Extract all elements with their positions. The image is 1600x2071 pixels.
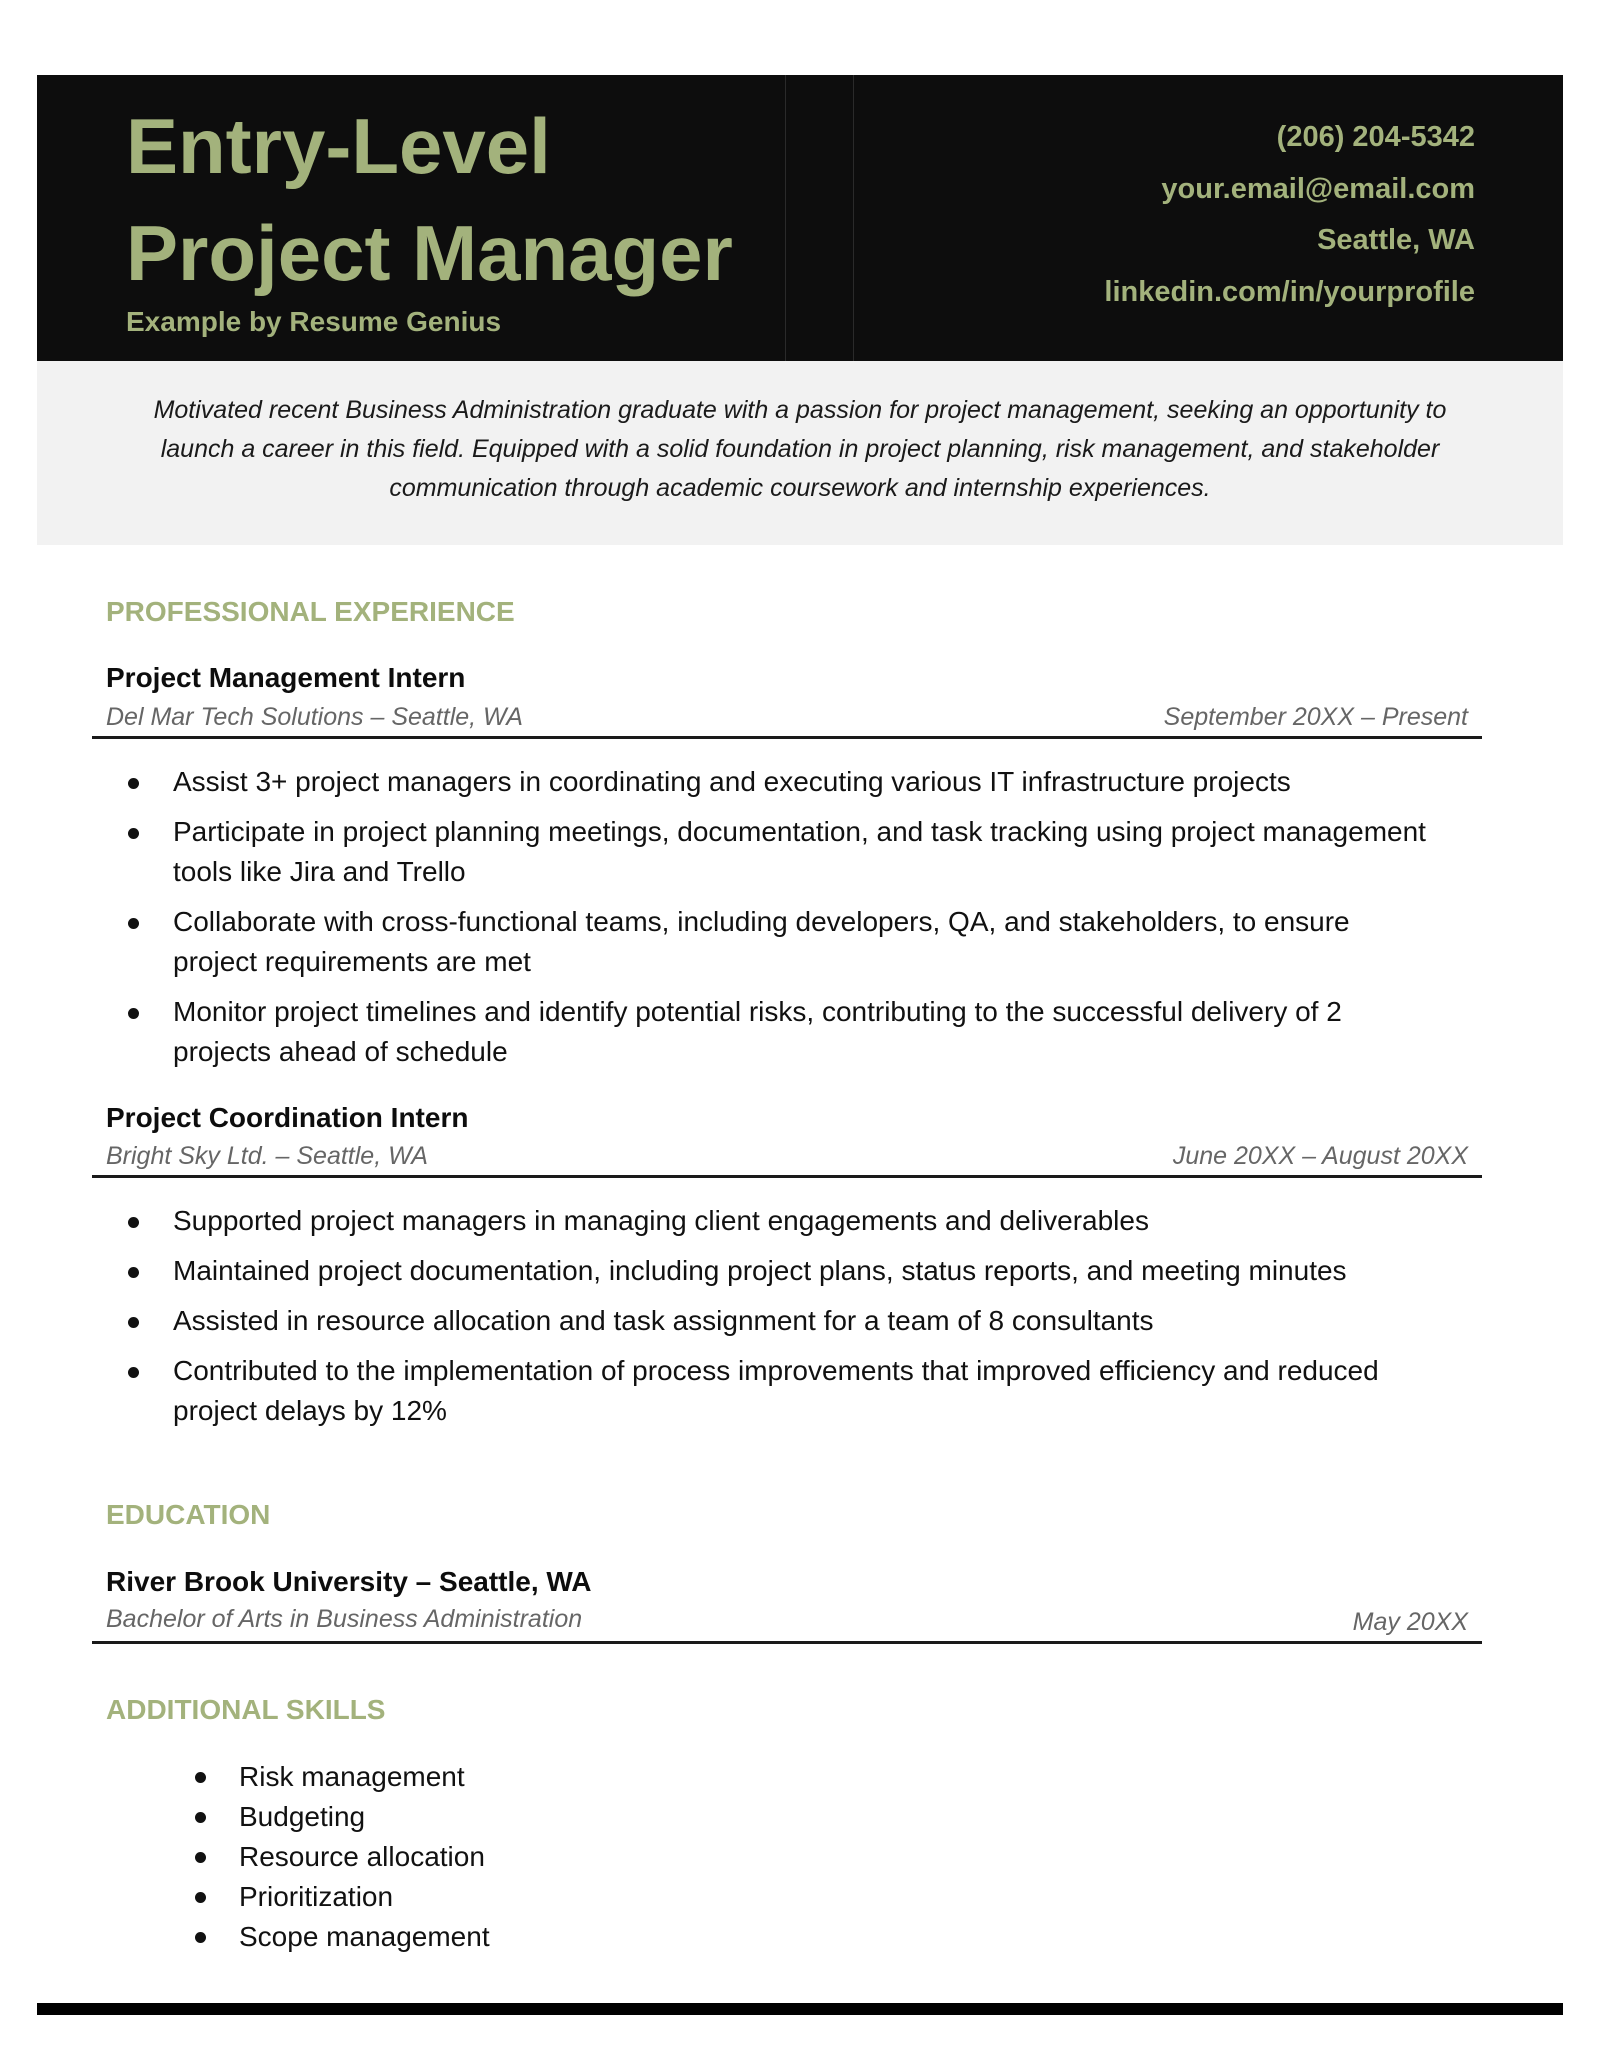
list-item: Assisted in resource allocation and task assignment for a team of 8 consultants: [126, 1301, 1426, 1341]
education-school: River Brook University – Seattle, WA: [106, 1566, 592, 1597]
education-heading: EDUCATION: [106, 1499, 271, 1530]
summary-text: Motivated recent Business Administration graduate with a passion for project management, seeking an opportunity to launch a career in this field. Equipped with a solid foundation in project planning, risk management, and stakeholder communication through academic coursework and internship experiences.: [153, 396, 1447, 502]
education-date: May 20XX: [1352, 1608, 1468, 1636]
title-line-1: Entry-Level: [126, 102, 551, 190]
section-rule: [92, 1175, 1482, 1178]
list-item: Prioritization: [193, 1877, 993, 1917]
job-dates: June 20XX – August 20XX: [1172, 1142, 1468, 1170]
list-item: Budgeting: [193, 1797, 993, 1837]
job-bullets: [126, 1201, 1426, 1441]
resume-subtitle: Example by Resume Genius: [126, 306, 502, 337]
contact-location: Seattle, WA: [1317, 224, 1475, 256]
header-divider-line: [853, 75, 854, 361]
list-item: Participate in project planning meetings, documentation, and task tracking using project management tools like Jira and Trello: [126, 812, 1426, 892]
section-rule: [92, 1641, 1482, 1644]
list-item: Assist 3+ project managers in coordinating and executing various IT infrastructure projects: [126, 762, 1426, 802]
footer-bar: [37, 2003, 1563, 2015]
list-item: Maintained project documentation, including project plans, status reports, and meeting minutes: [126, 1251, 1426, 1291]
resume-title: [126, 93, 826, 307]
list-item: Scope management: [193, 1917, 993, 1957]
list-item: Supported project managers in managing client engagements and deliverables: [126, 1201, 1426, 1241]
contact-phone: (206) 204-5342: [1276, 121, 1475, 153]
title-line-2: Project Manager: [126, 209, 733, 297]
resume-header: [37, 75, 1563, 361]
contact-email: your.email@email.com: [1161, 172, 1475, 205]
experience-heading: PROFESSIONAL EXPERIENCE: [106, 596, 515, 627]
job-title: Project Management Intern: [106, 662, 466, 693]
contact-linkedin: linkedin.com/in/yourprofile: [1104, 275, 1475, 308]
job-company: Bright Sky Ltd. – Seattle, WA: [106, 1142, 428, 1170]
list-item: Resource allocation: [193, 1837, 993, 1877]
education-degree: Bachelor of Arts in Business Administration: [106, 1605, 583, 1633]
list-item: Monitor project timelines and identify potential risks, contributing to the successful delivery of 2 projects ahead of schedule: [126, 992, 1426, 1072]
list-item: Contributed to the implementation of process improvements that improved efficiency and reduced project delays by 12%: [126, 1351, 1426, 1431]
skills-heading: ADDITIONAL SKILLS: [106, 1694, 386, 1725]
job-bullets: [126, 762, 1426, 1082]
list-item: Collaborate with cross-functional teams, including developers, QA, and stakeholders, to ensure project requirements are met: [126, 902, 1426, 982]
section-rule: [92, 736, 1482, 739]
contact-info: [1104, 112, 1475, 318]
list-item: Risk management: [193, 1757, 993, 1797]
summary-section: [37, 361, 1563, 545]
job-title: Project Coordination Intern: [106, 1102, 469, 1133]
job-dates: September 20XX – Present: [1163, 703, 1468, 731]
job-company: Del Mar Tech Solutions – Seattle, WA: [106, 703, 523, 731]
skills-list: [193, 1757, 993, 1957]
